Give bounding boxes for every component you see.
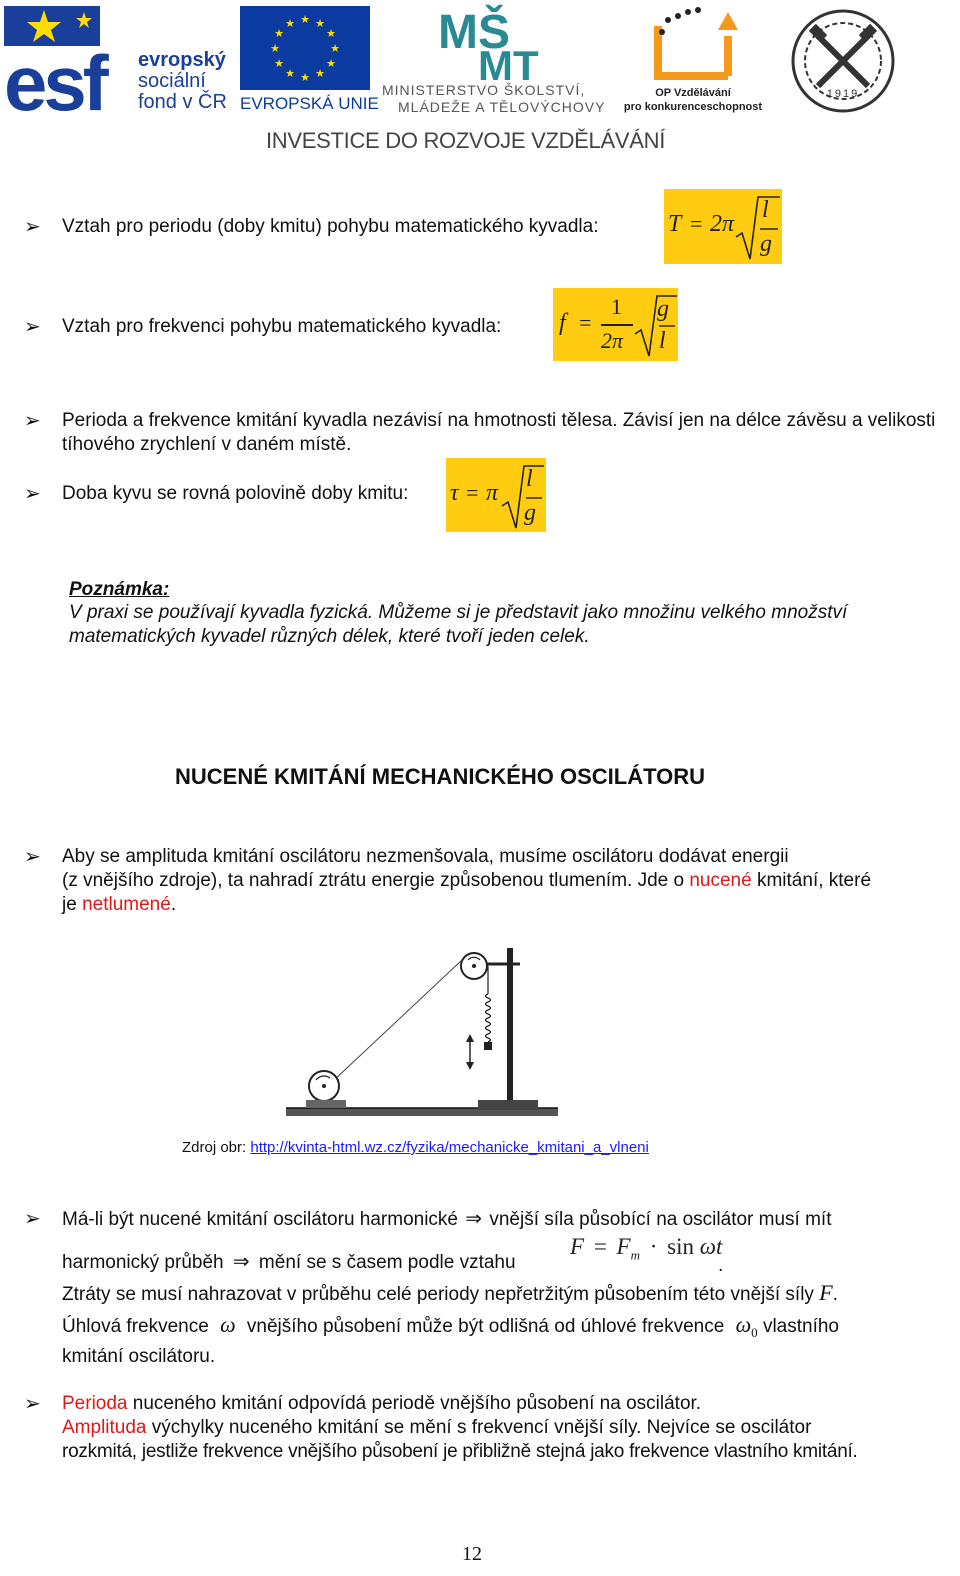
svg-text:★: ★ <box>274 57 284 70</box>
bullet-icon <box>24 215 41 239</box>
formula-symbol: l <box>526 466 533 492</box>
section-title: NUCENÉ KMITÁNÍ MECHANICKÉHO OSCILÁTORU <box>175 764 706 789</box>
formula-symbol: 2π <box>601 328 624 353</box>
figure-caption <box>182 1139 649 1156</box>
esf-logo <box>4 6 234 116</box>
formula-symbol: g <box>524 500 536 526</box>
highlight-term: Amplituda <box>62 1417 147 1438</box>
text-span: . <box>170 894 177 915</box>
banner-title: INVESTICE DO ROZVOJE VZDĚLÁVÁNÍ <box>266 128 666 153</box>
bullet-icon <box>24 845 41 869</box>
formula-symbol: π <box>486 480 499 506</box>
formula-symbol: = <box>593 1234 607 1259</box>
op-line-2: pro konkurenceschopnost <box>623 101 763 113</box>
half-period-text: Doba kyvu se rovná polovině doby kmitu: <box>62 483 409 504</box>
formula-symbol: τ <box>450 480 459 506</box>
forced-line-1: Aby se amplituda kmitání oscilátoru nezmenšovala, musíme oscilátoru dodávat energii <box>62 846 789 867</box>
force-formula <box>570 1234 722 1264</box>
text-span: je <box>62 894 83 915</box>
formula-symbol: l <box>762 197 769 223</box>
independence-text: Perioda a frekvence kmitání kyvadla nezávisí na hmotnosti tělesa. Závisí jen na délce závěsu a velikosti tíhového zrychlení v daném místě. <box>62 410 936 455</box>
text-span: Má-li být nucené kmitání oscilátoru harmonické <box>62 1209 459 1230</box>
formula-symbol: 1 <box>611 294 622 319</box>
page-number: 12 <box>462 1543 482 1565</box>
text-span: harmonický průběh <box>62 1252 224 1273</box>
svg-text:★: ★ <box>326 57 336 70</box>
forced-line-3 <box>62 893 952 917</box>
bullet-icon <box>24 1207 41 1231</box>
msmt-logo <box>382 4 612 116</box>
svg-text:★: ★ <box>315 17 325 30</box>
source-link[interactable]: http://kvinta-html.wz.cz/fyzika/mechanicke_kmitani_a_vlneni <box>250 1139 649 1156</box>
formula-symbol: ωt <box>699 1234 723 1259</box>
svg-text:★: ★ <box>285 17 295 30</box>
svg-text:★: ★ <box>326 27 336 40</box>
text-span: . <box>832 1284 838 1305</box>
last-line-1 <box>62 1392 958 1416</box>
omega-subscript: 0 <box>751 1324 758 1340</box>
text-span: vnějšího působení může být odlišná od úhlové frekvence <box>246 1316 725 1337</box>
period-formula <box>664 189 782 264</box>
note-heading: Poznámka: <box>69 579 170 600</box>
esf-line-3: fond v ČR <box>138 91 227 113</box>
bullet-icon <box>24 1392 41 1416</box>
formula-symbol: f <box>559 310 566 336</box>
text-span: vlastního <box>762 1316 839 1337</box>
svg-text:★: ★ <box>300 71 310 84</box>
bullet-icon <box>24 482 41 506</box>
formula-subscript: m <box>630 1247 640 1263</box>
note-body: V praxi se používají kyvadla fyzická. Můžeme si je představit jako množinu velkého množství matematických kyvadel různých délek, které tvoří jeden celek. <box>69 602 848 647</box>
svg-text:★: ★ <box>285 67 295 80</box>
esf-mark-icon <box>4 6 136 114</box>
forced-line-2 <box>62 869 952 893</box>
last-paragraph <box>62 1392 958 1464</box>
forced-oscillator-figure <box>282 944 562 1120</box>
text-span: výchylky nuceného kmitání se mění s frekvencí vnější síly. Nejvíce se oscilátor <box>146 1417 812 1438</box>
text-span: Ztráty se musí nahrazovat v průběhu celé periody nepřetržitým působením této vnější síly <box>62 1284 814 1305</box>
text-span: nuceného kmitání odpovídá periodě vnějšího působení na oscilátor. <box>127 1393 702 1414</box>
op-mark-icon <box>648 6 738 86</box>
eu-logo <box>240 6 379 116</box>
formula-symbol: = <box>690 211 703 236</box>
header-logos <box>0 0 960 160</box>
harmonic-line-2 <box>62 1250 516 1275</box>
fraction-bar <box>601 324 633 326</box>
svg-text:★: ★ <box>270 42 280 55</box>
text-span: vnější síla působící na oscilátor musí mít <box>489 1209 832 1230</box>
highlight-term: nucené <box>689 870 752 891</box>
op-logo <box>618 6 768 116</box>
formula-symbol: F <box>570 1234 585 1259</box>
eu-flag-icon <box>240 6 370 90</box>
formula-symbol: g <box>760 231 772 257</box>
bullet-icon <box>24 409 41 433</box>
harmonic-line-1 <box>62 1207 831 1232</box>
implies-icon: ⇒ <box>465 1208 483 1230</box>
svg-text:★: ★ <box>274 27 284 40</box>
msmt-line-1: MINISTERSTVO ŠKOLSTVÍ, <box>382 82 586 98</box>
svg-text:★: ★ <box>315 67 325 80</box>
text-span: mění se s časem podle vztahu <box>258 1252 516 1273</box>
formula-symbol: sin <box>667 1234 695 1259</box>
formula-symbol: F <box>616 1234 631 1259</box>
svg-text:★: ★ <box>330 42 340 55</box>
text-span: Úhlová frekvence <box>62 1316 209 1337</box>
harmonic-line-4 <box>62 1313 839 1345</box>
frequency-formula <box>553 288 678 361</box>
school-seal <box>790 8 896 114</box>
op-line-1: OP Vzdělávání <box>655 87 731 99</box>
force-symbol: F <box>819 1280 833 1305</box>
msmt-mark-icon <box>438 4 558 80</box>
sqrt-sign-icon <box>500 462 544 530</box>
implies-icon: ⇒ <box>232 1251 250 1273</box>
msmt-line-2: MLÁDEŽE A TĚLOVÝCHOVY <box>398 99 606 115</box>
formula-symbol: T <box>668 211 682 237</box>
formula-symbol: = <box>466 480 479 505</box>
sqrt-sign-icon <box>633 292 677 358</box>
formula-symbol: 2π <box>710 211 735 237</box>
seal-year: 1919 <box>826 88 860 100</box>
eu-label: EVROPSKÁ UNIE <box>240 94 379 113</box>
formula-symbol: · <box>649 1234 658 1259</box>
formula-symbol: l <box>659 328 666 354</box>
formula-period: . <box>718 1255 724 1276</box>
svg-text:esf: esf <box>4 39 105 114</box>
formula-symbol: g <box>657 296 669 322</box>
svg-text:★: ★ <box>300 13 310 26</box>
period-text: Vztah pro periodu (doby kmitu) pohybu matematického kyvadla: <box>62 216 599 237</box>
svg-text:MŠ: MŠ <box>438 6 510 59</box>
harmonic-line-5: kmitání oscilátoru. <box>62 1346 216 1367</box>
esf-line-1: evropský <box>138 49 226 71</box>
bullet-icon <box>24 315 41 339</box>
highlight-term: Perioda <box>62 1393 128 1414</box>
omega-symbol: ω <box>220 1312 236 1337</box>
caption-prefix: Zdroj obr: <box>182 1139 251 1156</box>
harmonic-line-3 <box>62 1281 838 1307</box>
formula-symbol: = <box>579 310 592 335</box>
highlight-term: netlumené <box>82 894 171 915</box>
last-line-2 <box>62 1416 958 1440</box>
esf-line-2: sociální <box>138 70 206 92</box>
frequency-text: Vztah pro frekvenci pohybu matematického kyvadla: <box>62 316 502 337</box>
half-period-formula <box>446 458 546 532</box>
text-span: kmitání, které <box>751 870 872 891</box>
sqrt-sign-icon <box>734 193 780 261</box>
svg-text:MT: MT <box>478 42 539 80</box>
forced-paragraph <box>62 845 952 917</box>
last-line-3: rozkmitá, jestliže frekvence vnějšího působení je přibližně stejná jako frekvence vlastního kmitání. <box>62 1441 858 1462</box>
omega-symbol: ω <box>735 1312 752 1337</box>
text-span: (z vnějšího zdroje), ta nahradí ztrátu energie způsobenou tlumením. Jde o <box>62 870 690 891</box>
